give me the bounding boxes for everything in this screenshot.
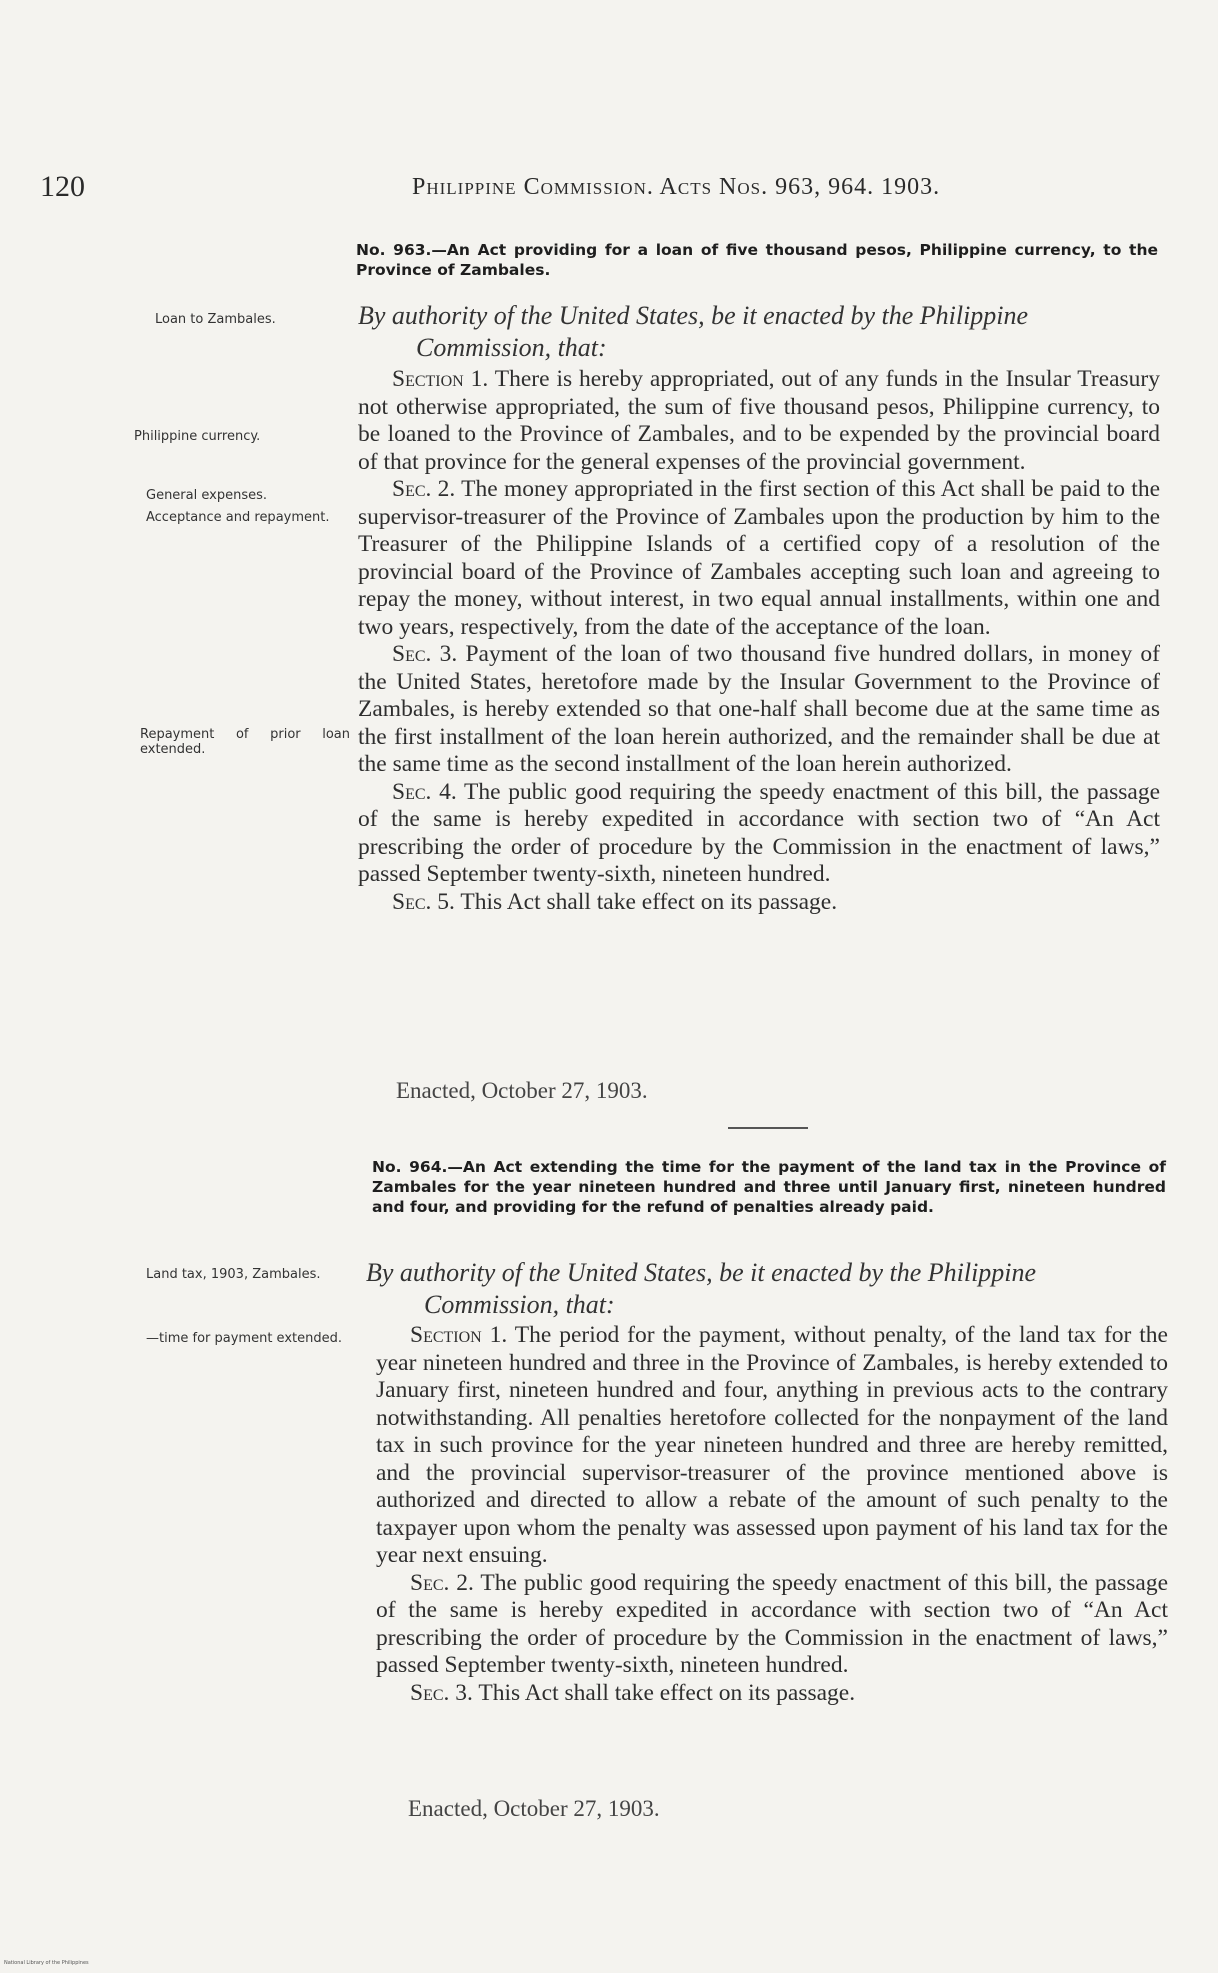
act-964-section-3	[376, 1680, 1168, 1708]
margin-note-land-tax: Land tax, 1903, Zambales.	[146, 1267, 321, 1282]
enacting-line-1: By authority of the United States, be it enacted by the Philippine	[358, 301, 1029, 330]
section-text: This Act shall take effect on its passage.	[454, 888, 838, 915]
act-964-enacting-clause	[366, 1257, 1168, 1321]
margin-note-repayment: Repayment of prior loan extended.	[140, 727, 350, 757]
act-964-section-1	[376, 1322, 1168, 1570]
act-964-section-2	[376, 1570, 1168, 1680]
act-963-section-2	[358, 476, 1160, 641]
act-964-body	[376, 1322, 1168, 1707]
section-text: The money appropriated in the first section of this Act shall be paid to the supervisor-treasurer of the Province of Zambales upon the production by him to the Treasurer of the Philippine Islands of a certified copy of a resolution of the provincial board of the Province of Zambales accepting such loan and agreeing to repay the money, without interest, in two equal annual installments, within one and two years, respectively, from the date of the acceptance of the loan.	[358, 476, 1161, 640]
margin-note-time-extended: —time for payment extended.	[146, 1331, 342, 1346]
act-963-enacting-clause	[358, 300, 1168, 364]
page-number: 120	[40, 170, 85, 203]
margin-note-acceptance: Acceptance and repayment.	[146, 510, 330, 525]
section-text: The public good requiring the speedy enactment of this bill, the passage of the same is hereby expedited in accordance with section two of “An Act prescribing the order of procedure by the Commission in the enactment of laws,” passed September twenty-sixth, nineteen hundred.	[358, 778, 1160, 887]
enacting-line-2: Commission, that:	[424, 1290, 615, 1319]
section-label: Sec. 2.	[392, 476, 456, 502]
section-text: There is hereby appropriated, out of any funds in the Insular Treasury not otherwise appropriated, the sum of five thousand pesos, Philippine currency, to be loaned to the Province of Zambales, and to be expended by the provincial board of that province for the general expenses of the provincial government.	[358, 366, 1160, 475]
act-964-title	[372, 1157, 1166, 1217]
section-text: The period for the payment, without penalty, of the land tax for the year nineteen hundred and three in the Province of Zambales, is hereby extended to January first, nineteen hundred and four, anything in previous acts to the contrary notwithstanding. All penalties heretofore collected for the nonpayment of the land tax in such province for the year nineteen hundred and three are hereby remitted, and the provincial supervisor-treasurer of the province mentioned above is authorized and directed to allow a rebate of the amount of such penalty to the taxpayer upon whom the penalty was assessed upon payment of his land tax for the year next ensuing.	[376, 1322, 1168, 1568]
section-label: Sec. 2.	[410, 1569, 474, 1596]
section-label: Section 1.	[392, 366, 489, 392]
act-963-section-4	[358, 779, 1160, 889]
act-963-number: No. 963.	[356, 241, 432, 259]
margin-note-loan: Loan to Zambales.	[155, 312, 276, 327]
section-text: Payment of the loan of two thousand five hundred dollars, in money of the United States, heretofore made by the Insular Government to the Province of Zambales, is hereby extended so that one-half shall become due at the same time as the first installment of the loan herein authorized, and the remainder shall be due at the same time as the second installment of the loan herein authorized.	[358, 641, 1161, 777]
section-label: Sec. 3.	[392, 641, 458, 667]
section-label: Sec. 4.	[392, 778, 457, 805]
act-963-section-3	[358, 641, 1160, 779]
act-963-title-text: —An Act providing for a loan of five thousand pesos, Philippine currency, to the Province of Zambales.	[356, 241, 1158, 279]
margin-note-general-expenses: General expenses.	[146, 488, 267, 503]
act-963-body	[358, 366, 1160, 916]
act-964-title-text: —An Act extending the time for the payment of the land tax in the Province of Zambales for the year nineteen hundred and three until January first, nineteen hundred and four, and providing for the refund of penalties already paid.	[372, 1158, 1166, 1216]
running-head: Philippine Commission. Acts Nos. 963, 964. 1903.	[412, 174, 941, 200]
section-divider	[728, 1127, 808, 1129]
section-label: Section 1.	[410, 1322, 508, 1348]
section-label: Sec. 5.	[392, 888, 455, 915]
act-963-enacted-date: Enacted, October 27, 1903.	[396, 1078, 648, 1103]
section-text: The public good requiring the speedy enactment of this bill, the passage of the same is hereby expedited in accordance with section two of “An Act prescribing the order of procedure by the Commission in the enactment of laws,” passed September twenty-sixth, nineteen hundred.	[376, 1569, 1169, 1678]
act-964-enacted-date: Enacted, October 27, 1903.	[408, 1796, 660, 1821]
act-963-section-1	[358, 366, 1160, 476]
section-text: This Act shall take effect on its passage.	[472, 1679, 856, 1706]
section-label: Sec. 3.	[410, 1679, 473, 1706]
act-963-section-5	[358, 889, 1160, 917]
enacting-line-1: By authority of the United States, be it enacted by the Philippine	[366, 1258, 1037, 1287]
act-964-number: No. 964.	[372, 1158, 448, 1176]
margin-note-currency: Philippine currency.	[134, 429, 261, 444]
scan-credit: National Library of the Philippines	[4, 1960, 89, 1966]
act-963-title	[356, 240, 1158, 280]
enacting-line-2: Commission, that:	[416, 333, 607, 362]
page-header	[40, 170, 1100, 210]
